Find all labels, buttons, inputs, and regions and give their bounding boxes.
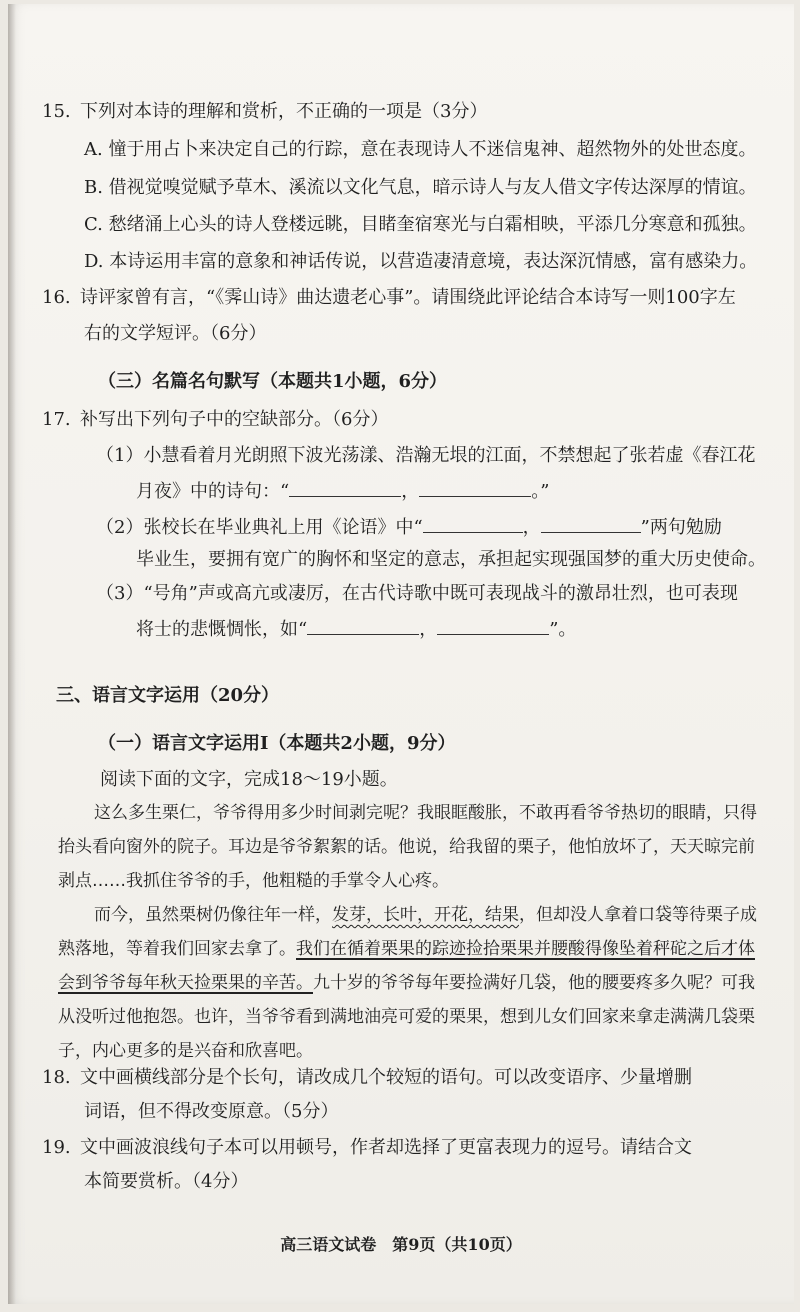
reading-instruction: 阅读下面的文字，完成18～19小题。 — [100, 769, 398, 790]
question-number: 15. — [42, 101, 71, 122]
answer-blank[interactable] — [307, 616, 419, 635]
answer-blank[interactable] — [541, 514, 641, 533]
question-17-stem: 17. 补写出下列句子中的空缺部分。（6分） — [42, 409, 389, 430]
option-c: C. 愁绪涌上心头的诗人登楼远眺，目睹奎宿寒光与白霜相映，平添几分寒意和孤独。 — [84, 214, 757, 235]
question-18-line2: 词语，但不得改变原意。（5分） — [84, 1101, 339, 1122]
page-edge-shadow — [8, 4, 16, 1304]
part-heading-language-use: 三、语言文字运用（20分） — [56, 685, 280, 706]
answer-blank[interactable] — [423, 514, 523, 533]
page-footer: 高三语文试卷 第9页（共10页） — [280, 1235, 522, 1254]
passage-paragraph-1: 这么多生栗仁，爷爷得用多少时间剥完呢？我眼眶酸胀，不敢再看爷爷热切的眼睛，只得抬头看向窗外的院子。耳边是爷爷絮絮的话。他说，给我留的栗子，他怕放坏了，天天晾完前剥点……我抓住爷爷的手，他粗糙的手掌令人心疼。 — [58, 803, 757, 891]
question-16-line1: 16. 诗评家曾有言，“《霁山诗》曲达遗老心事”。请围绕此评论结合本诗写一则100字左 — [42, 287, 736, 308]
q17-item1-line2: 月夜》中的诗句：“ ， 。” — [136, 478, 549, 504]
exam-page — [8, 4, 794, 1304]
question-19-line1: 19. 文中画波浪线句子本可以用顿号，作者却选择了更富表现力的逗号。请结合文 — [42, 1137, 692, 1158]
q17-item2-line2: 毕业生，要拥有宽广的胸怀和坚定的意志，承担起实现强国梦的重大历史使命。 — [136, 549, 766, 570]
option-a: A. 憧于用占卜来决定自己的行踪，意在表现诗人不迷信鬼神、超然物外的处世态度。 — [84, 139, 757, 160]
question-number: 17. — [42, 409, 71, 430]
q17-item3-line2: 将士的悲慨惆怅，如“ ， ”。 — [136, 616, 576, 642]
question-number: 18. — [42, 1067, 71, 1088]
q17-item2-line1: （2）张校长在毕业典礼上用《论语》中“ ， ”两句勉励 — [96, 514, 722, 540]
question-number: 19. — [42, 1137, 71, 1158]
option-b: B. 借视觉嗅觉赋予草木、溪流以文化气息，暗示诗人与友人借文字传达深厚的情谊。 — [84, 177, 757, 198]
underlined-sentence: 我们在循着栗果的踪迹捡拾栗果并腰酸得像坠着秤砣之后才体会到爷爷每年秋天捡栗果的辛苦。 — [58, 939, 755, 993]
section-heading-memorization: （三）名篇名句默写（本题共1小题，6分） — [98, 371, 448, 392]
question-16-line2: 右的文学短评。（6分） — [84, 323, 267, 344]
answer-blank[interactable] — [437, 616, 549, 635]
question-15-stem: 15. 下列对本诗的理解和赏析，不正确的一项是（3分） — [42, 101, 488, 122]
option-d: D. 本诗运用丰富的意象和神话传说，以营造凄清意境，表达深沉情感，富有感染力。 — [84, 251, 758, 272]
question-18-line1: 18. 文中画横线部分是个长句，请改成几个较短的语句。可以改变语序、少量增删 — [42, 1067, 692, 1088]
section-heading-language-use-1: （一）语言文字运用Ⅰ（本题共2小题，9分） — [98, 733, 456, 754]
question-number: 16. — [42, 287, 71, 308]
q17-item1-line1: （1）小慧看着月光朗照下波光荡漾、浩瀚无垠的江面，不禁想起了张若虚《春江花 — [96, 445, 756, 466]
answer-blank[interactable] — [419, 478, 531, 497]
passage-paragraph-2: 而今，虽然栗树仍像往年一样，发芽，长叶，开花，结果，但却没人拿着口袋等待栗子成熟落地，等着我们回家去拿了。我们在循着栗果的踪迹捡拾栗果并腰酸得像坠着秤砣之后才体会到爷爷每年秋天捡栗果的辛苦。九十岁的爷爷每年要捡满好几袋，他的腰要疼多久呢？可我从没听过他抱怨。也许，当爷爷看到满地油亮可爱的栗果，想到儿女们回家来拿走满满几袋栗子，内心更多的是兴奋和欣喜吧。 — [58, 905, 757, 1061]
q17-item3-line1: （3）“号角”声或高亢或凄厉，在古代诗歌中既可表现战斗的激昂壮烈，也可表现 — [96, 583, 738, 604]
question-19-line2: 本简要赏析。（4分） — [84, 1171, 249, 1192]
answer-blank[interactable] — [289, 478, 401, 497]
wavy-underlined-sentence: 发芽，长叶，开花，结果 — [332, 905, 519, 925]
